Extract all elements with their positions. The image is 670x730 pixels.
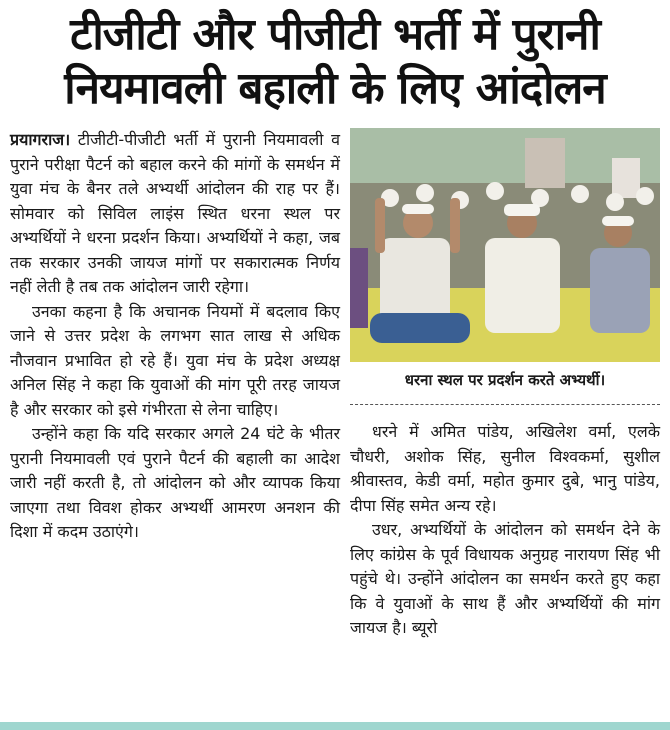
article-paragraph: उधर, अभ्यर्थियों के आंदोलन को समर्थन देने के लिए कांग्रेस के पूर्व विधायक अनुग्रह नारायण सिंह भी पहुंचे थे। उन्होंने आंदोलन का समर्थन करते हुए कहा कि वे युवाओं के साथ हैं और अभ्यर्थियों की मांग जायज है। ब्यूरो xyxy=(350,520,660,637)
protest-photo xyxy=(350,128,660,362)
headline-line-2: नियमावली बहाली के लिए आंदोलन xyxy=(64,63,606,114)
article-paragraph: धरने में अमित पांडेय, अखिलेश वर्मा, एलके चौधरी, अशोक सिंह, सुनील विश्वकर्मा, सुशील श्रीवास्तव, केडी वर्मा, महोत कुमार दुबे, भानु पांडेय, दीपा सिंह समेत अन्य रहे। xyxy=(350,422,660,515)
dateline: प्रयागराज। xyxy=(10,130,71,149)
caption-divider xyxy=(350,404,660,405)
headline-line-1: टीजीटी और पीजीटी भर्ती में पुरानी xyxy=(70,9,600,60)
headline xyxy=(0,8,670,116)
paragraph-text: टीजीटी-पीजीटी भर्ती में पुरानी नियमावली व पुराने परीक्षा पैटर्न को बहाल करने की मांगों के समर्थन में युवा मंच के बैनर तले अभ्यर्थी आंदोलन की राह पर हैं। सोमवार को सिविल लाइंस स्थित धरना स्थल पर अभ्यर्थियों ने धरना प्रदर्शन किया। अभ्यर्थियों ने कहा, जब तक सरकार उनकी जायज मांगों पर सकारात्मक निर्णय नहीं लेती है तब तक आंदोलन जारी रहेगा। xyxy=(10,130,340,296)
article-paragraph xyxy=(10,128,340,300)
right-column xyxy=(350,420,660,641)
left-column xyxy=(10,128,340,545)
article-paragraph: उनका कहना है कि अचानक नियमों में बदलाव किए जाने से उत्तर प्रदेश के लगभग सात लाख से अधिक नौजवान प्रभावित हो रहे हैं। युवा मंच के प्रदेश अध्यक्ष अनिल सिंह ने कहा कि युवाओं की मांग पूरी तरह जायज है और सरकार को इसे गंभीरता से लेना चाहिए। xyxy=(10,301,340,419)
protest-photo-illustration xyxy=(350,128,660,362)
article-paragraph: उन्होंने कहा कि यदि सरकार अगले 24 घंटे के भीतर पुरानी नियमावली एवं पुराने पैटर्न की बहाली का आदेश जारी नहीं करती है, तो आंदोलन को और व्यापक किया जाएगा तथा विवश होकर अभ्यर्थी आमरण अनशन की दिशा में कदम उठाएंगे। xyxy=(10,424,340,541)
bottom-border xyxy=(0,722,670,730)
photo-caption: धरना स्थल पर प्रदर्शन करते अभ्यर्थी। xyxy=(404,371,606,389)
